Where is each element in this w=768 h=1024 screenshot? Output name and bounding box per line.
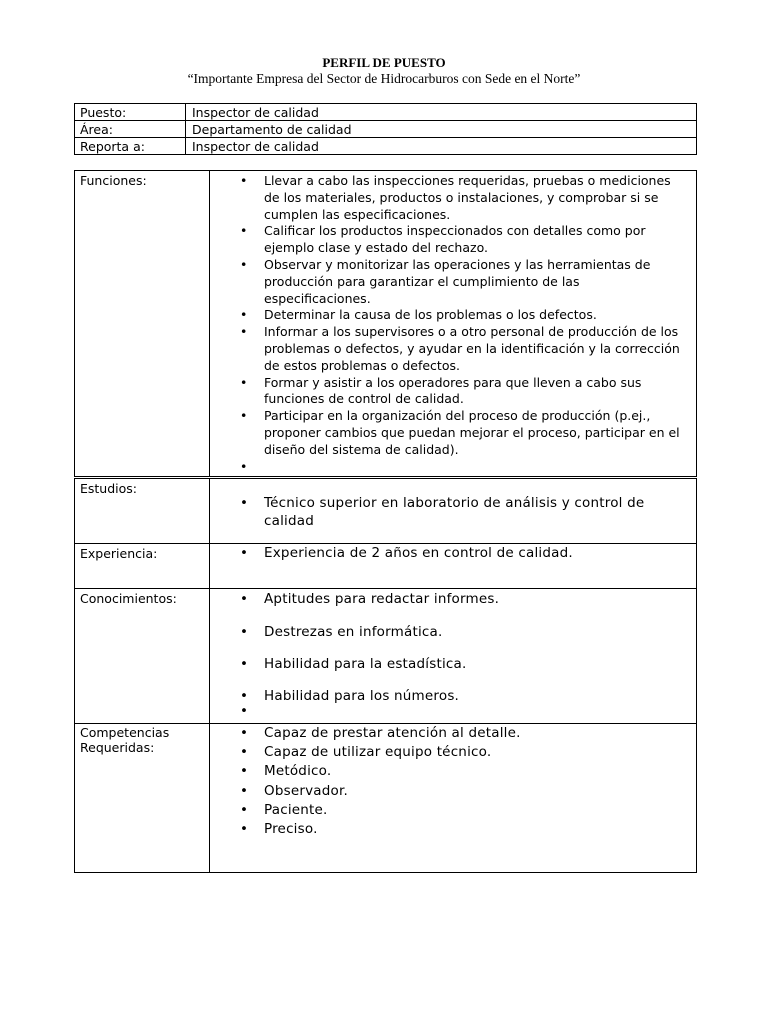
funciones-table (74, 170, 697, 477)
experiencia-cell (210, 544, 697, 589)
reporta-value: Inspector de calidad (186, 138, 697, 155)
list-item: • Llevar a cabo las inspecciones requeridas, pruebas o mediciones de los materiales, productos o instalaciones, y comprobar si se cumplen las especificaciones. (210, 173, 688, 223)
list-item: • Formar y asistir a los operadores para que lleven a cabo sus funciones de control de calidad. (210, 375, 688, 409)
list-item: • Capaz de utilizar equipo técnico. (210, 743, 696, 762)
list-item: • Informar a los supervisores o a otro personal de producción de los problemas o defectos, y ayudar en la identificación y la corrección de estos problemas o defectos. (210, 324, 688, 374)
conocimientos-cell (210, 589, 697, 724)
list-item: • Determinar la causa de los problemas o los defectos. (210, 307, 688, 324)
list-item: • Metódico. (210, 762, 696, 781)
puesto-label: Puesto: (75, 104, 186, 121)
list-item (210, 459, 688, 476)
estudios-list (210, 494, 686, 530)
list-item: • Participar en la organización del proceso de producción (p.ej., proponer cambios que puedan mejorar el proceso, participar en el diseño del sistema de calidad). (210, 408, 688, 458)
list-item: • Destrezas en informática. (210, 623, 696, 641)
table-row (75, 724, 697, 873)
table-row (75, 138, 697, 155)
table-row (75, 171, 697, 477)
conocimientos-label: Conocimientos: (75, 589, 210, 724)
table-row (75, 104, 697, 121)
experiencia-label: Experiencia: (75, 544, 210, 589)
document-subtitle: “Importante Empresa del Sector de Hidrocarburos con Sede en el Norte” (187, 71, 581, 86)
job-info-table (74, 103, 697, 155)
competencias-label-line1: Competencias (80, 725, 170, 740)
list-item: • Técnico superior en laboratorio de análisis y control de calidad (210, 494, 686, 530)
list-item: • Calificar los productos inspeccionados con detalles como por ejemplo clase y estado del rechazo. (210, 223, 688, 257)
list-item: • Capaz de prestar atención al detalle. (210, 724, 696, 743)
estudios-cell (210, 479, 697, 544)
table-row (75, 121, 697, 138)
competencias-cell (210, 724, 697, 873)
document-title: PERFIL DE PUESTO (322, 55, 446, 70)
reporta-label: Reporta a: (75, 138, 186, 155)
list-item: • Habilidad para la estadística. (210, 655, 696, 673)
estudios-label: Estudios: (75, 479, 210, 544)
competencias-label-line2: Requeridas: (80, 740, 155, 755)
conocimientos-list (210, 590, 696, 718)
experiencia-list (210, 544, 696, 562)
funciones-cell (210, 171, 697, 477)
list-item: • Observar y monitorizar las operaciones y las herramientas de producción para garantizar el cumplimiento de las especificaciones. (210, 257, 688, 307)
competencias-list (210, 724, 696, 839)
list-item: • Preciso. (210, 820, 696, 839)
table-row (75, 589, 697, 724)
list-item: • Aptitudes para redactar informes. (210, 590, 696, 608)
list-item: • Experiencia de 2 años en control de calidad. (210, 544, 696, 562)
funciones-list (210, 173, 688, 476)
list-item (210, 704, 696, 718)
competencias-label (75, 724, 210, 873)
table-row (75, 544, 697, 589)
table-row (75, 479, 697, 544)
list-item: • Habilidad para los números. (210, 688, 696, 704)
list-item: • Paciente. (210, 801, 696, 820)
puesto-value: Inspector de calidad (186, 104, 697, 121)
area-value: Departamento de calidad (186, 121, 697, 138)
list-item: • Observador. (210, 782, 696, 801)
requisitos-table (74, 478, 697, 873)
area-label: Área: (75, 121, 186, 138)
funciones-label: Funciones: (75, 171, 210, 477)
